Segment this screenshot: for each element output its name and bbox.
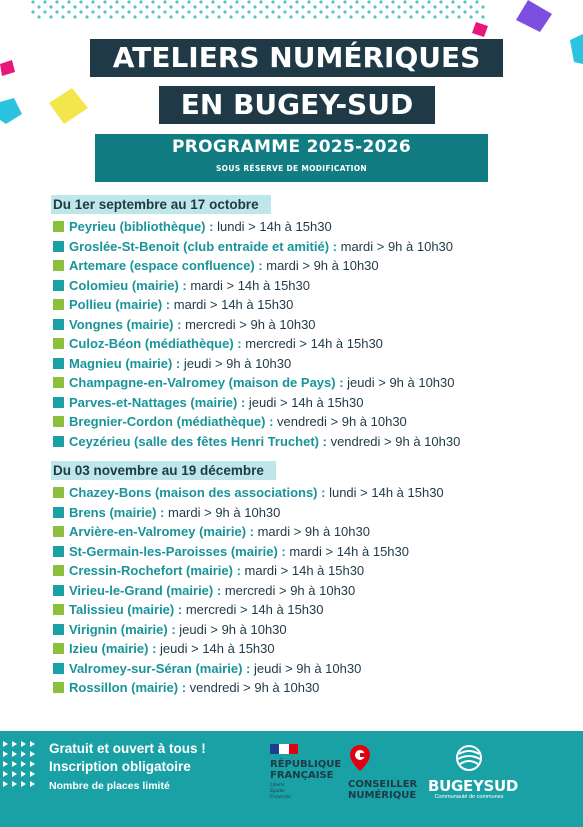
workshop-item (51, 412, 460, 432)
title-line-2: EN BUGEY-SUD (159, 86, 435, 124)
workshop-place: St-Germain-les-Paroisses (mairie) : (69, 543, 286, 559)
workshop-place: Talissieu (mairie) : (69, 602, 183, 617)
republique-francaise-logo: RÉPUBLIQUE FRANÇAISE Liberté Égalité Fraternité (270, 744, 341, 801)
workshop-item (51, 659, 444, 679)
workshop-list (51, 217, 460, 451)
footer-registration: Inscription obligatoire (49, 758, 191, 774)
workshop-schedule: mardi > 14h à 15h30 (190, 277, 310, 293)
section-winter (51, 461, 444, 698)
workshop-place: Virignin (mairie) : (69, 621, 176, 637)
magenta-square-shape-left (0, 60, 15, 76)
workshop-schedule: jeudi > 9h à 10h30 (253, 660, 362, 676)
workshop-schedule: mercredi > 9h à 10h30 (224, 582, 356, 598)
workshop-place: Brens (mairie) : (69, 504, 165, 520)
workshop-place: Peyrieu (bibliothèque) : (69, 219, 214, 234)
workshop-place: Magnieu (mairie) : (69, 355, 181, 371)
programme-banner (95, 134, 488, 182)
workshop-item (51, 334, 460, 354)
bullet-square-icon (53, 585, 64, 596)
workshop-place: Bregnier-Cordon (médiathèque) : (69, 414, 274, 429)
cyan-square-shape-left (0, 98, 22, 124)
bullet-square-icon (53, 358, 64, 369)
workshop-schedule: mardi > 14h à 15h30 (289, 543, 409, 559)
workshop-place: Vongnes (mairie) : (69, 316, 182, 332)
bullet-square-icon (53, 643, 64, 654)
workshop-schedule: mardi > 14h à 15h30 (173, 297, 294, 312)
bullet-square-icon (53, 416, 64, 427)
bullet-square-icon (53, 319, 64, 330)
bullet-square-icon (53, 221, 64, 232)
workshop-place: Rossillon (mairie) : (69, 680, 187, 695)
violet-diamond-shape (516, 0, 552, 32)
swirl-icon (454, 745, 484, 771)
footer-places: Nombre de places limité (49, 780, 170, 792)
workshop-item (51, 581, 444, 601)
workshop-item (51, 256, 460, 276)
workshop-schedule: lundi > 14h à 15h30 (329, 485, 444, 500)
bullet-square-icon (53, 260, 64, 271)
workshop-item (51, 620, 444, 640)
bullet-square-icon (53, 280, 64, 291)
workshop-item (51, 639, 444, 659)
section-autumn (51, 195, 460, 451)
programme-disclaimer: SOUS RÉSERVE DE MODIFICATION (215, 164, 368, 173)
workshop-item (51, 295, 460, 315)
workshop-schedule: jeudi > 9h à 10h30 (183, 355, 292, 371)
workshop-schedule: jeudi > 9h à 10h30 (179, 621, 287, 637)
workshop-schedule: lundi > 14h à 15h30 (217, 219, 332, 234)
workshop-schedule: mardi > 9h à 10h30 (257, 524, 370, 539)
workshop-schedule: vendredi > 9h à 10h30 (330, 433, 461, 449)
bullet-square-icon (53, 507, 64, 518)
workshop-item (51, 600, 444, 620)
workshop-place: Champagne-en-Valromey (maison de Pays) : (69, 375, 344, 390)
bullet-square-icon (53, 397, 64, 408)
workshop-item (51, 432, 460, 452)
workshop-item (51, 483, 444, 503)
workshop-item (51, 542, 444, 562)
workshop-place: Chazey-Bons (maison des associations) : (69, 485, 326, 500)
workshop-item (51, 354, 460, 374)
cyan-diamond-shape (570, 34, 583, 64)
workshop-item (51, 393, 460, 413)
conseiller-numerique-logo: CONSEILLER NUMÉRIQUE (348, 745, 417, 801)
workshop-item (51, 217, 460, 237)
workshop-schedule: jeudi > 14h à 15h30 (160, 641, 275, 656)
workshop-item (51, 237, 460, 257)
workshop-place: Artemare (espace confluence) : (69, 258, 263, 273)
yellow-square-shape (49, 88, 88, 124)
workshop-schedule: mercredi > 9h à 10h30 (185, 316, 316, 332)
workshop-schedule: jeudi > 14h à 15h30 (248, 394, 364, 410)
bullet-square-icon (53, 546, 64, 557)
section-heading: Du 1er septembre au 17 octobre (51, 195, 271, 214)
workshop-item (51, 373, 460, 393)
bullet-square-icon (53, 338, 64, 349)
french-flag-icon (270, 744, 298, 754)
section-heading: Du 03 novembre au 19 décembre (51, 461, 276, 480)
workshop-place: Groslée-St-Benoit (club entraide et amitié) : (69, 238, 337, 254)
workshop-schedule: mardi > 9h à 10h30 (266, 258, 379, 273)
bullet-square-icon (53, 299, 64, 310)
workshop-place: Cressin-Rochefort (mairie) : (69, 563, 241, 578)
programme-title: PROGRAMME 2025-2026 (172, 137, 411, 157)
workshop-place: Valromey-sur-Séran (mairie) : (69, 660, 251, 676)
bullet-square-icon (53, 565, 64, 576)
footer-free: Gratuit et ouvert à tous ! (49, 741, 206, 756)
magenta-square-shape (472, 22, 488, 37)
bullet-square-icon (53, 241, 64, 252)
workshop-item (51, 276, 460, 296)
bugey-sud-logo (428, 745, 519, 801)
workshop-place: Culoz-Béon (médiathèque) : (69, 336, 242, 351)
workshop-place: Pollieu (mairie) : (69, 297, 171, 312)
workshop-schedule: mercredi > 14h à 15h30 (185, 602, 324, 617)
workshop-item (51, 522, 444, 542)
location-pin-icon (350, 745, 370, 771)
workshop-item (51, 315, 460, 335)
workshop-schedule: mardi > 14h à 15h30 (244, 563, 365, 578)
workshop-item (51, 678, 444, 698)
bullet-square-icon (53, 526, 64, 537)
workshop-schedule: mardi > 9h à 10h30 (340, 238, 454, 254)
workshop-schedule: mardi > 9h à 10h30 (168, 504, 281, 520)
workshop-schedule: jeudi > 9h à 10h30 (347, 375, 455, 390)
bullet-square-icon (53, 436, 64, 447)
footer-info (49, 740, 206, 792)
workshop-schedule: vendredi > 9h à 10h30 (189, 680, 320, 695)
workshop-list (51, 483, 444, 698)
bullet-square-icon (53, 377, 64, 388)
decorative-triangle-grid (3, 741, 43, 789)
bullet-square-icon (53, 604, 64, 615)
workshop-schedule: vendredi > 9h à 10h30 (277, 414, 407, 429)
bugey-sud-subtitle: Communauté de communes (434, 794, 504, 800)
bullet-square-icon (53, 487, 64, 498)
bullet-square-icon (53, 663, 64, 674)
workshop-place: Ceyzérieu (salle des fêtes Henri Truchet) : (69, 433, 327, 449)
title-line-1: ATELIERS NUMÉRIQUES (90, 39, 503, 77)
workshop-place: Parves-et-Nattages (mairie) : (69, 394, 246, 410)
bullet-square-icon (53, 624, 64, 635)
bugey-sud-name: BUGEYSUD (428, 777, 519, 795)
workshop-place: Arvière-en-Valromey (mairie) : (69, 524, 254, 539)
workshop-place: Izieu (mairie) : (69, 641, 157, 656)
bullet-square-icon (53, 682, 64, 693)
workshop-place: Virieu-le-Grand (mairie) : (69, 582, 222, 598)
workshop-place: Colomieu (mairie) : (69, 277, 187, 293)
workshop-schedule: mercredi > 14h à 15h30 (245, 336, 383, 351)
workshop-item (51, 503, 444, 523)
workshop-item (51, 561, 444, 581)
